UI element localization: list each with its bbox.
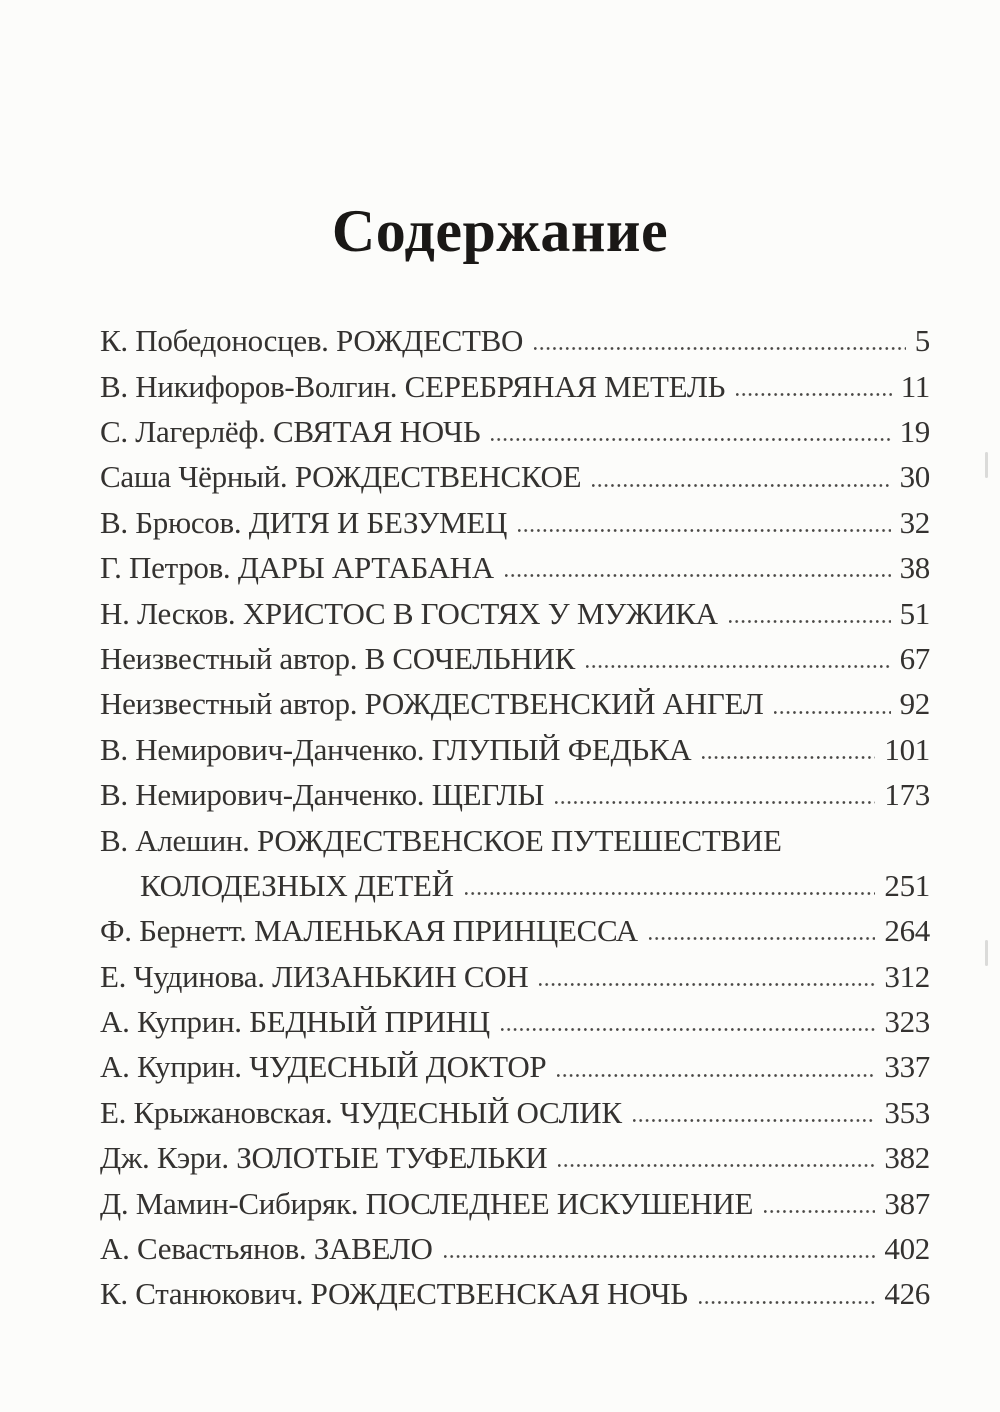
toc-entry-page: 5 [914, 323, 930, 359]
toc-entry-page: 11 [900, 368, 930, 404]
toc-entry-label: Неизвестный автор. РОЖДЕСТВЕНСКИЙ АНГЕЛ [100, 686, 764, 722]
toc-entry-page: 19 [899, 413, 930, 449]
toc-entry [100, 1040, 930, 1085]
toc-entry-page: 101 [884, 731, 930, 767]
toc-entry-label: Г. Петров. ДАРЫ АРТАБАНА [100, 550, 494, 586]
toc-entry [100, 1131, 930, 1176]
toc-entry-page: 323 [884, 1004, 930, 1040]
toc-entry [100, 1267, 930, 1312]
toc-entry-label: КОЛОДЕЗНЫХ ДЕТЕЙ [140, 867, 454, 903]
toc-entry-label: Ф. Бернетт. МАЛЕНЬКАЯ ПРИНЦЕССА [100, 913, 638, 949]
toc-entry-label: А. Куприн. БЕДНЫЙ ПРИНЦ [100, 1004, 490, 1040]
toc-entry [100, 359, 930, 404]
toc-entry-page: 251 [884, 867, 930, 903]
toc-leader-dots [729, 620, 891, 623]
toc-entry [100, 586, 930, 631]
toc-leader-dots [558, 1164, 875, 1167]
toc-entry [100, 541, 930, 586]
toc-entry-page: 67 [899, 640, 930, 676]
toc-entry-label: К. Победоносцев. РОЖДЕСТВО [100, 323, 524, 359]
toc-leader-dots [764, 1210, 875, 1213]
toc-leader-dots [592, 484, 890, 487]
toc-list [0, 314, 1000, 1313]
toc-entry-label: Е. Крыжановская. ЧУДЕСНЫЙ ОСЛИК [100, 1094, 622, 1130]
page-title: Содержание [331, 198, 669, 264]
toc-entry-page: 173 [884, 777, 930, 813]
toc-entry [100, 904, 930, 949]
toc-entry-page: 353 [884, 1094, 930, 1130]
toc-entry-label: Дж. Кэри. ЗОЛОТЫЕ ТУФЕЛЬКИ [100, 1140, 548, 1176]
toc-entry [100, 1086, 930, 1131]
toc-entry [100, 632, 930, 677]
toc-entry [100, 813, 930, 858]
toc-entry-page: 92 [899, 686, 930, 722]
toc-entry [100, 314, 930, 359]
toc-leader-dots [555, 801, 875, 804]
toc-leader-dots [774, 711, 890, 714]
toc-entry-label: С. Лагерлёф. СВЯТАЯ НОЧЬ [100, 413, 481, 449]
scan-artifact [985, 452, 988, 478]
toc-leader-dots [505, 574, 891, 577]
toc-entry-page: 32 [899, 504, 930, 540]
toc-entry [100, 995, 930, 1040]
toc-entry-label: В. Немирович-Данченко. ЩЕГЛЫ [100, 777, 545, 813]
toc-leader-dots [586, 665, 891, 668]
toc-entry [100, 677, 930, 722]
toc-entry [100, 723, 930, 768]
toc-entry [100, 450, 930, 495]
toc-entry-label: В. Брюсов. ДИТЯ И БЕЗУМЕЦ [100, 504, 508, 540]
toc-entry [100, 405, 930, 450]
toc-entry-label: Н. Лесков. ХРИСТОС В ГОСТЯХ У МУЖИКА [100, 595, 718, 631]
scan-artifact [985, 940, 988, 966]
toc-entry-label: Е. Чудинова. ЛИЗАНЬКИН СОН [100, 958, 529, 994]
toc-leader-dots [534, 347, 906, 350]
toc-entry-page: 51 [899, 595, 930, 631]
toc-entry-label: А. Куприн. ЧУДЕСНЫЙ ДОКТОР [100, 1049, 547, 1085]
toc-entry-page: 387 [884, 1185, 930, 1221]
toc-leader-dots [465, 892, 876, 895]
toc-entry-label: А. Севастьянов. ЗАВЕЛО [100, 1231, 433, 1267]
toc-entry [100, 768, 930, 813]
toc-entry-page: 382 [884, 1140, 930, 1176]
toc-entry [100, 1222, 930, 1267]
toc-leader-dots [702, 756, 875, 759]
toc-entry-page: 38 [899, 550, 930, 586]
toc-leader-dots [557, 1074, 875, 1077]
toc-leader-dots [444, 1255, 876, 1258]
toc-leader-dots [539, 983, 875, 986]
toc-entry-label: Саша Чёрный. РОЖДЕСТВЕНСКОЕ [100, 459, 582, 495]
toc-entry [100, 859, 930, 904]
toc-entry [100, 949, 930, 994]
toc-entry-label: В. Алешин. РОЖДЕСТВЕНСКОЕ ПУТЕШЕСТВИЕ [100, 822, 782, 858]
toc-entry-label: Неизвестный автор. В СОЧЕЛЬНИК [100, 640, 575, 676]
toc-leader-dots [501, 1028, 876, 1031]
toc-entry [100, 1176, 930, 1221]
toc-entry-label: В. Никифоров-Волгин. СЕРЕБРЯНАЯ МЕТЕЛЬ [100, 368, 726, 404]
toc-leader-dots [699, 1301, 876, 1304]
toc-entry-page: 264 [884, 913, 930, 949]
toc-entry-page: 30 [899, 459, 930, 495]
toc-leader-dots [633, 1119, 876, 1122]
toc-leader-dots [491, 438, 890, 441]
toc-entry-label: Д. Мамин-Сибиряк. ПОСЛЕДНЕЕ ИСКУШЕНИЕ [100, 1185, 754, 1221]
toc-leader-dots [518, 529, 890, 532]
toc-entry-page: 312 [884, 958, 930, 994]
toc-leader-dots [649, 937, 876, 940]
toc-leader-dots [736, 393, 892, 396]
toc-entry-page: 402 [884, 1231, 930, 1267]
toc-entry-page: 337 [884, 1049, 930, 1085]
toc-entry [100, 496, 930, 541]
toc-entry-label: К. Станюкович. РОЖДЕСТВЕНСКАЯ НОЧЬ [100, 1276, 688, 1312]
toc-entry-page: 426 [884, 1276, 930, 1312]
toc-entry-label: В. Немирович-Данченко. ГЛУПЫЙ ФЕДЬКА [100, 731, 692, 767]
